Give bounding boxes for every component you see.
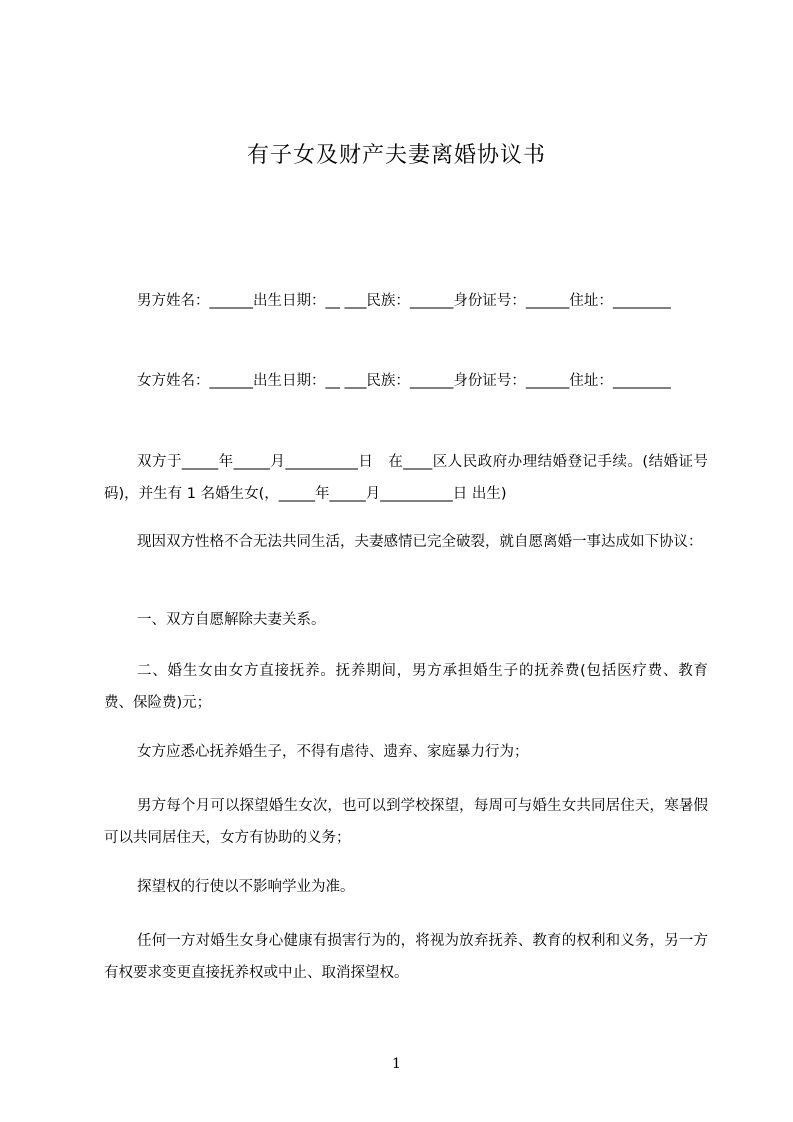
paragraph-female-info: 女方姓名：______出生日期：__ ___民族：______身份证号：______住址：________ [137,373,671,389]
paragraph-clause-2: 二、婚生女由女方直接抚养。抚养期间，男方承担婚生子的抚养费(包括医疗费、教育费、保险费)元； [104,663,708,711]
paragraph-divorce-reason: 现因双方性格不合无法共同生活，夫妻感情已完全破裂，就自愿离婚一事达成如下协议： [137,534,703,550]
paragraph-visitation-limit: 探望权的行使以不影响学业为准。 [137,879,355,895]
paragraph-visitation: 男方每个月可以探望婚生女次，也可以到学校探望，每周可与婚生女共同居住天，寒暑假可以共同居住天，女方有协助的义务； [104,798,708,846]
page-number: 1 [392,1056,401,1072]
paragraph-custody-change: 任何一方对婚生女身心健康有损害行为的，将视为放弃抚养、教育的权利和义务，另一方有权要求变更直接抚养权或中止、取消探望权。 [104,933,708,981]
paragraph-female-duty: 女方应悉心抚养婚生子，不得有虐待、遗弃、家庭暴力行为； [137,744,529,760]
paragraph-clause-1: 一、双方自愿解除夫妻关系。 [137,612,326,628]
paragraph-marriage-registration: 双方于_____年_____月__________日 在____区人民政府办理结婚登记手续。(结婚证号码)，并生有 1 名婚生女(，_____年_____月__________日 出生) [104,454,708,502]
document-title: 有子女及财产夫妻离婚协议书 [246,143,546,168]
paragraph-male-info: 男方姓名：______出生日期：__ ___民族：______身份证号：______住址：________ [137,293,671,309]
